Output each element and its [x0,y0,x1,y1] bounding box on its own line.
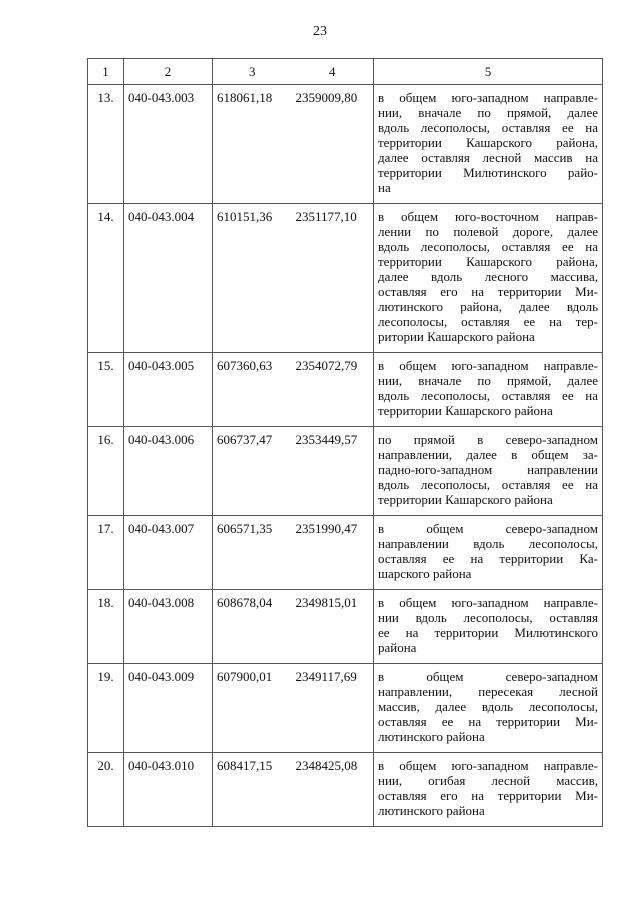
point-code: 040-043.010 [124,753,213,827]
coordinate-y: 2348425,08 [292,753,374,827]
description-line: территории Кашарского района [378,492,553,507]
description-line: в общем северо-западном [378,521,598,536]
description-line: района [378,640,417,655]
description-line: лютинского района, далее вдоль [378,299,598,314]
route-description [374,427,603,516]
point-code: 040-043.005 [124,353,213,427]
row-number: 18. [88,590,124,664]
route-description [374,353,603,427]
description-line: лютинского района [378,803,485,818]
description-line: оставляя его на территории Ми- [378,788,598,803]
route-description [374,204,603,353]
description-line: территории Кашарского района [378,403,553,418]
table-row [88,204,603,353]
row-number: 17. [88,516,124,590]
description-line: нии, огибая лесной массив, [378,773,598,788]
description-line: в общем юго-западном направле- [378,595,598,610]
description-line: далее вдоль лесного массива, [378,269,598,284]
coordinate-y: 2353449,57 [292,427,374,516]
header-col-1: 1 [88,59,124,85]
coordinate-y: 2351990,47 [292,516,374,590]
table-header-row [88,59,603,85]
point-code: 040-043.004 [124,204,213,353]
route-description [374,664,603,753]
table-row [88,85,603,204]
coordinate-x: 607900,01 [213,664,292,753]
table-row [88,353,603,427]
row-number: 16. [88,427,124,516]
table-row [88,516,603,590]
coordinate-y: 2354072,79 [292,353,374,427]
coordinate-y: 2349815,01 [292,590,374,664]
route-description [374,516,603,590]
description-line: направлении вдоль лесополосы, [378,536,598,551]
description-line: нии, вначале по прямой, далее [378,373,598,388]
description-line: территории Кашарского района, [378,135,598,150]
coordinate-x: 608417,15 [213,753,292,827]
description-line: в общем северо-западном [378,669,598,684]
coordinate-y: 2359009,80 [292,85,374,204]
coordinate-x: 610151,36 [213,204,292,353]
coordinate-x: 607360,63 [213,353,292,427]
route-description [374,590,603,664]
point-code: 040-043.006 [124,427,213,516]
row-number: 19. [88,664,124,753]
row-number: 14. [88,204,124,353]
point-code: 040-043.007 [124,516,213,590]
description-line: по прямой в северо-западном [378,432,598,447]
description-line: оставляя ее на территории Ка- [378,551,598,566]
point-code: 040-043.003 [124,85,213,204]
description-line: ритории Кашарского района [378,329,535,344]
row-number: 15. [88,353,124,427]
route-description [374,85,603,204]
header-col-4: 4 [292,59,374,85]
description-line: падно-юго-западном направлении [378,462,598,477]
description-line: в общем юго-восточном направ- [378,209,598,224]
coordinate-x: 606737,47 [213,427,292,516]
description-line: вдоль лесополосы, оставляя ее на [378,477,598,492]
description-line: ее на территории Милютинского [378,625,598,640]
description-line: направлении, пересекая лесной [378,684,598,699]
description-line: оставляя его на территории Ми- [378,284,598,299]
coordinate-x: 606571,35 [213,516,292,590]
row-number: 20. [88,753,124,827]
description-line: вдоль лесополосы, оставляя ее на [378,120,598,135]
coordinate-y: 2351177,10 [292,204,374,353]
description-line: нии, вначале по прямой, далее [378,105,598,120]
description-line: лютинского района [378,729,485,744]
description-line: в общем юго-западном направле- [378,358,598,373]
description-line: шарского района [378,566,472,581]
description-line: направлении, далее в общем за- [378,447,598,462]
description-line: массив, далее вдоль лесополосы, [378,699,598,714]
header-col-2: 2 [124,59,213,85]
description-line: территории Кашарского района, [378,254,598,269]
description-line: нии вдоль лесополосы, оставляя [378,610,598,625]
header-col-3: 3 [213,59,292,85]
page-number: 23 [313,24,327,39]
route-description [374,753,603,827]
point-code: 040-043.008 [124,590,213,664]
description-line: оставляя ее на территории Ми- [378,714,598,729]
description-line: вдоль лесополосы, оставляя ее на [378,388,598,403]
description-line: вдоль лесополосы, оставляя ее на [378,239,598,254]
point-code: 040-043.009 [124,664,213,753]
description-line: далее оставляя лесной массив на [378,150,598,165]
description-line: в общем юго-западном направле- [378,90,598,105]
coordinate-y: 2349117,69 [292,664,374,753]
description-line: лении по полевой дороге, далее [378,224,598,239]
description-line: на [378,180,391,195]
coordinate-x: 608678,04 [213,590,292,664]
boundary-table [87,58,603,827]
coordinate-x: 618061,18 [213,85,292,204]
table-body [88,85,603,827]
table-row [88,753,603,827]
table-row [88,664,603,753]
table-row [88,427,603,516]
header-col-5: 5 [374,59,603,85]
table-row [88,590,603,664]
description-line: в общем юго-западном направле- [378,758,598,773]
description-line: территории Милютинского райо- [378,165,598,180]
description-line: лесополосы, оставляя ее на тер- [378,314,598,329]
row-number: 13. [88,85,124,204]
